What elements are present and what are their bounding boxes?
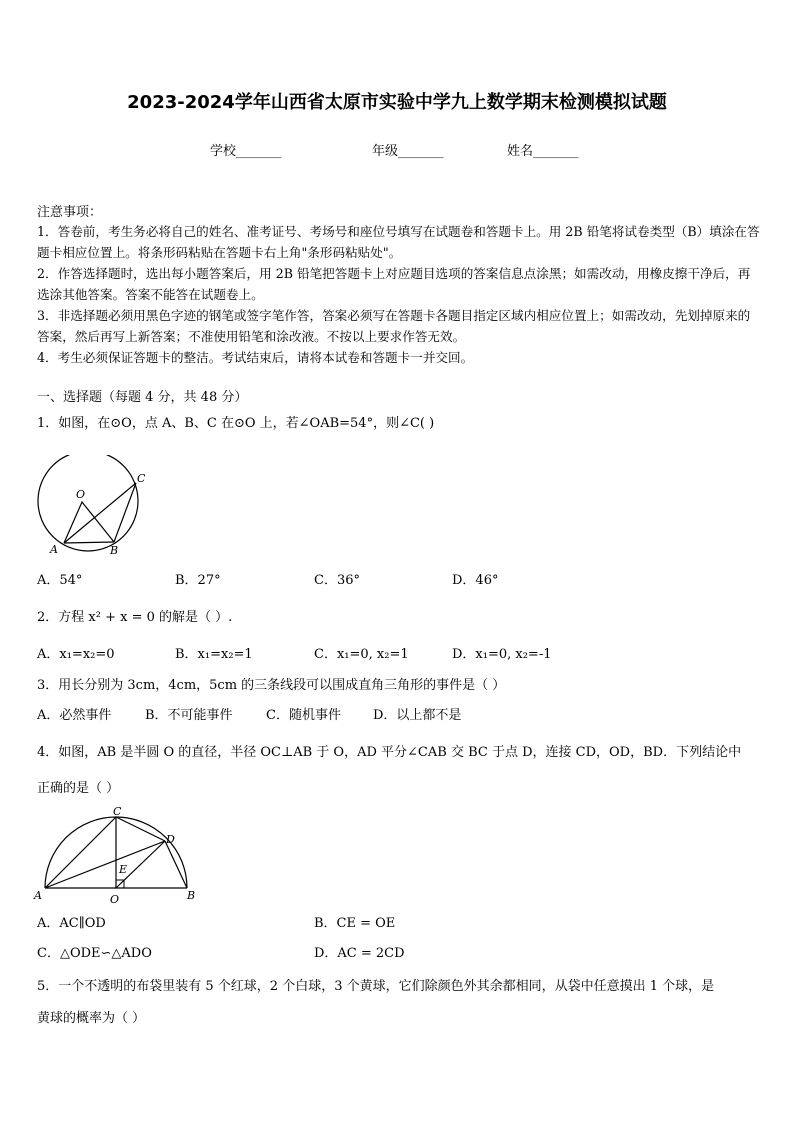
notice-heading: 注意事项：: [37, 205, 103, 220]
q4-label-a: A: [34, 889, 42, 902]
notice-item-4: 4．考生必须保证答题卡的整洁。考试结束后，请将本试卷和答题卡一并交回。: [37, 350, 474, 365]
q4-label-d: D: [166, 833, 175, 846]
q4-label-o: O: [110, 893, 120, 906]
q4-option-b: B．CE = OE: [314, 916, 396, 931]
notice-item-2: 2．作答选择题时，选出每小题答案后，用 2B 铅笔把答题卡上对应题目选项的答案信息点涂黑；如需改动，用橡皮擦干净后，再选涂其他答案。答案不能答在试题卷上。: [37, 266, 751, 302]
q4-option-d: D．AC = 2CD: [314, 946, 405, 961]
q1-option-d: D．46°: [452, 573, 499, 588]
q4-option-a: A．AC∥OD: [37, 916, 106, 931]
q1-option-a: A．54°: [37, 573, 83, 588]
school-field: 学校_______: [210, 144, 282, 159]
q4-line-ac: [45, 817, 116, 888]
grade-field: 年级_______: [372, 144, 444, 159]
q2-option-c: C．x₁=0, x₂=1: [314, 647, 409, 662]
section-heading: 一、选择题（每题 4 分，共 48 分）: [37, 390, 248, 405]
q2-stem: 2．方程 x² + x = 0 的解是（ ）.: [37, 610, 233, 625]
q1-label-o: O: [76, 488, 86, 501]
q3-option-b: B．不可能事件: [145, 708, 233, 723]
notice-item-3: 3．非选择题必须用黑色字迹的钢笔或签字笔作答，答案必须写在答题卡各题目指定区域内相应位置上；如需改动，先划掉原来的答案，然后再写上新答案；不准使用铅笔和涂改液。不按以上要求作答无效。: [37, 308, 751, 344]
q5-stem-line2: 黄球的概率为（ ）: [37, 1011, 146, 1026]
q4-stem-line1: 4．如图，AB 是半圆 O 的直径，半径 OC⊥AB 于 O，AD 平分∠CAB 交 BC 于点 D，连接 CD，OD，BD．下列结论中: [37, 745, 742, 760]
q1-option-c: C．36°: [314, 573, 360, 588]
q5-stem-line1: 5．一个不透明的布袋里装有 5 个红球，2 个白球，3 个黄球，它们除颜色外其余都相同，从袋中任意摸出 1 个球，是: [37, 979, 715, 994]
q2-option-a: A．x₁=x₂=0: [37, 647, 115, 662]
q1-stem: 1．如图，在⊙O，点 A、B、C 在⊙O 上，若∠OAB=54°，则∠C( ): [37, 416, 435, 431]
q1-label-a: A: [50, 543, 58, 556]
q4-label-b: B: [187, 889, 196, 902]
q2-option-b: B．x₁=x₂=1: [175, 647, 253, 662]
q4-line-ad: [45, 841, 165, 888]
q4-semicircle-diagram: [30, 806, 210, 908]
q3-option-d: D．以上都不是: [373, 708, 462, 723]
name-field: 姓名_______: [507, 144, 579, 159]
q4-stem-line2: 正确的是（ ）: [37, 781, 120, 796]
q1-option-b: B．27°: [175, 573, 221, 588]
page-title: 2023-2024学年山西省太原市实验中学九上数学期末检测模拟试题: [127, 92, 667, 113]
q3-stem: 3．用长分别为 3cm，4cm，5cm 的三条线段可以围成直角三角形的事件是（ ）: [37, 678, 506, 693]
q2-option-d: D．x₁=0, x₂=-1: [452, 647, 552, 662]
q1-label-b: B: [110, 544, 119, 557]
q4-option-c: C．△ODE∽△ADO: [37, 946, 152, 961]
q1-circle-diagram: [30, 455, 160, 560]
q4-label-c: C: [113, 806, 122, 818]
q3-option-a: A．必然事件: [37, 708, 112, 723]
q3-option-c: C．随机事件: [266, 708, 341, 723]
notice-item-1: 1．答卷前，考生务必将自己的姓名、准考证号、考场号和座位号填写在试题卷和答题卡上。用 2B 铅笔将试卷类型（B）填涂在答题卡相应位置上。将条形码粘贴在答题卡右上角"条形码粘贴处"。: [37, 224, 760, 260]
q4-label-e: E: [119, 863, 128, 876]
q1-circle: [38, 455, 138, 551]
q1-label-c: C: [137, 472, 146, 485]
